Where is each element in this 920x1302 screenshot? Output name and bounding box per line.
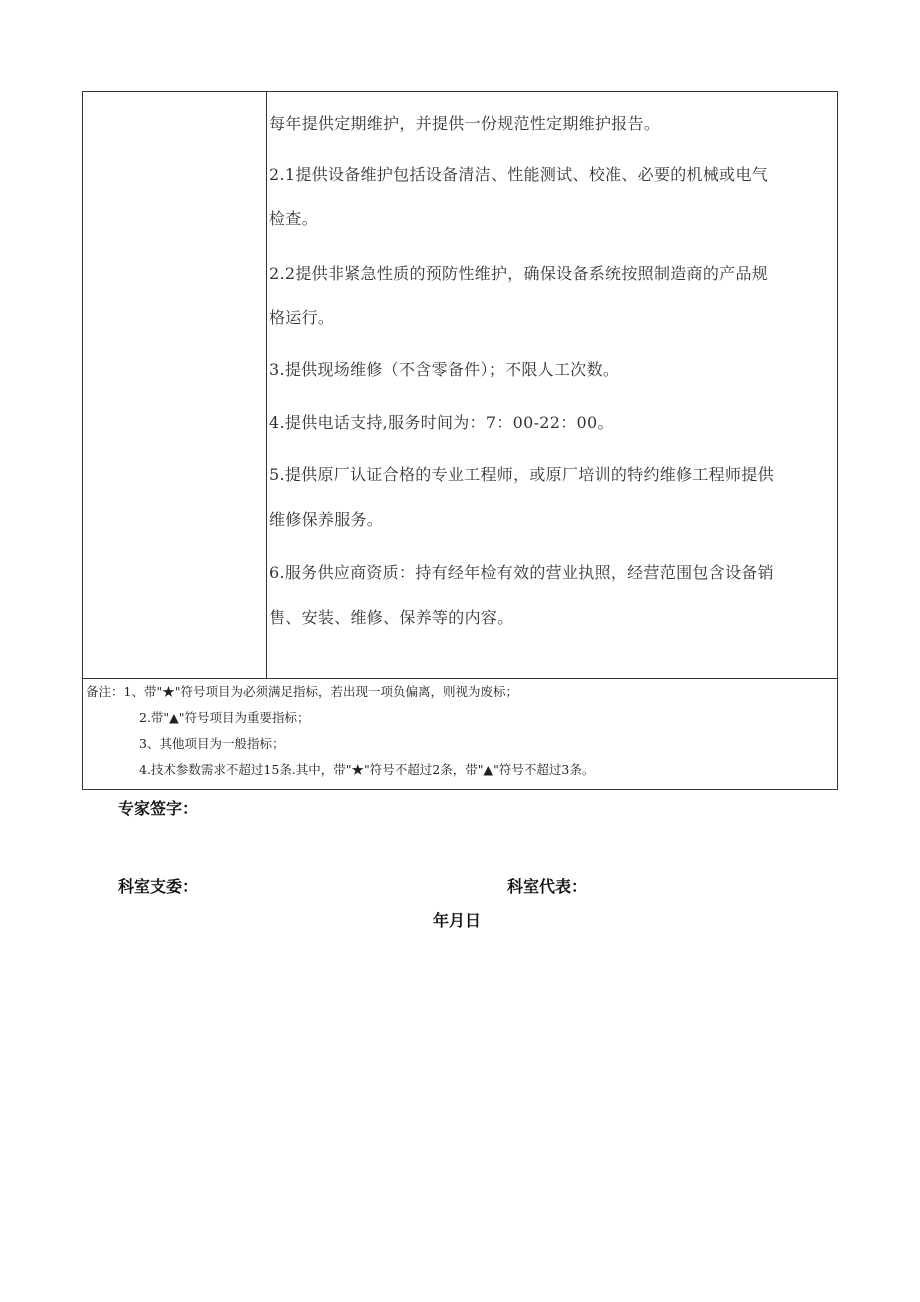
requirement-line: 每年提供定期维护，并提供一份规范性定期维护报告。 <box>269 114 661 133</box>
requirement-line: 售、安装、维修、保养等的内容。 <box>269 608 514 627</box>
requirement-line: 维修保养服务。 <box>269 510 384 529</box>
requirement-line: 检查。 <box>269 209 318 228</box>
note-line: 3、其他项目为一般指标； <box>139 736 285 751</box>
note-line: 备注：1、带"★"符号项目为必须满足指标，若出现一项负偏离，则视为废标； <box>86 684 518 699</box>
branch-committee-label: 科室支委： <box>118 877 199 896</box>
requirement-line: 2.1提供设备维护包括设备清洁、性能测试、校准、必要的机械或电气 <box>269 165 769 184</box>
department-representative-label: 科室代表： <box>507 877 588 896</box>
date-label: 年月日 <box>433 911 482 930</box>
requirement-line: 5.提供原厂认证合格的专业工程师，或原厂培训的特约维修工程师提供 <box>269 465 774 484</box>
requirement-line: 2.2提供非紧急性质的预防性维护，确保设备系统按照制造商的产品规 <box>269 264 769 283</box>
requirement-line: 格运行。 <box>269 308 335 327</box>
table-left-cell <box>83 92 267 678</box>
requirement-line: 4.提供电话支持,服务时间为：7：00-22：00。 <box>269 413 614 432</box>
expert-signature-label: 专家签字： <box>118 799 199 818</box>
note-line: 2.带"▲"符号项目为重要指标； <box>139 710 310 725</box>
notes-section <box>83 679 837 789</box>
requirement-line: 3.提供现场维修（不含零备件）；不限人工次数。 <box>269 360 620 379</box>
note-line: 4.技术参数需求不超过15条.其中，带"★"符号不超过2条，带"▲"符号不超过3条。 <box>139 762 595 777</box>
requirement-line: 6.服务供应商资质：持有经年检有效的营业执照，经营范围包含设备销 <box>269 563 774 582</box>
requirements-table <box>82 91 838 790</box>
